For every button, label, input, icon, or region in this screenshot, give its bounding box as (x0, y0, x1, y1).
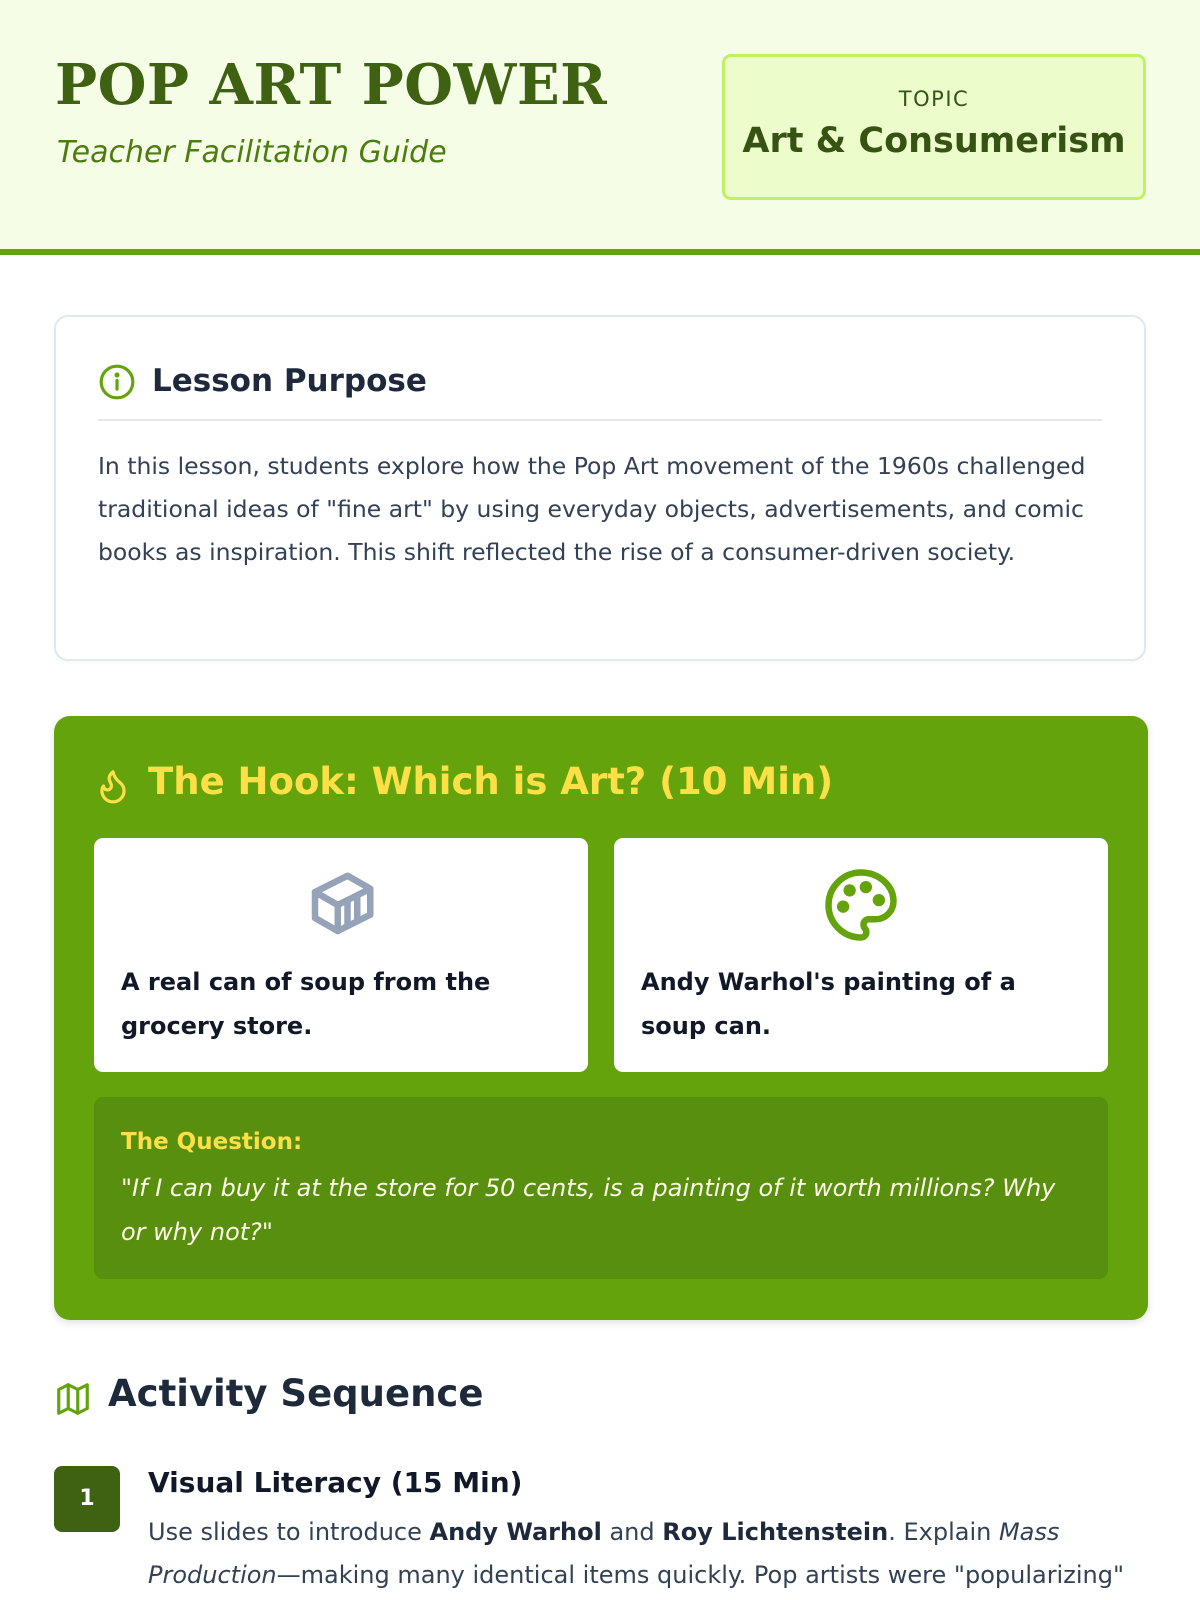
step-title: Visual Literacy (15 Min) (148, 1466, 523, 1499)
step-text-segment: Use slides to introduce (148, 1518, 430, 1546)
map-icon (54, 1380, 92, 1418)
step-artist-name: Andy Warhol (429, 1518, 602, 1546)
step-description (148, 1511, 1148, 1597)
topic-label: TOPIC (898, 87, 970, 111)
question-label: The Question: (121, 1129, 303, 1155)
hook-question-box (94, 1097, 1108, 1279)
question-text: "If I can buy it at the store for 50 cents, is a painting of it worth millions? Why or why not?" (121, 1174, 1056, 1246)
box-icon (302, 866, 380, 944)
step-text-segment: . Explain (888, 1518, 999, 1546)
page-header (0, 0, 1200, 255)
lesson-purpose-card (54, 315, 1146, 661)
hook-choice-text: Andy Warhol's painting of a soup can. (641, 968, 1016, 1040)
topic-value: Art & Consumerism (742, 121, 1126, 161)
hook-choice-text: A real can of soup from the grocery store. (121, 968, 491, 1040)
lesson-purpose-text: In this lesson, students explore how the Pop Art movement of the 1960s challenged traditional ideas of "fine art" by using everyday objects, advertisements, and comic books as inspiration. This shift reflected the rise of a consumer-driven society. (98, 452, 1086, 566)
lesson-purpose-header (98, 361, 1102, 421)
flame-icon (94, 766, 132, 806)
palette-icon (822, 866, 900, 944)
step-term: Mass Production (148, 1518, 1060, 1589)
topic-badge (722, 54, 1146, 200)
hook-section (54, 716, 1148, 1320)
step-artist-name: Roy Lichtenstein (662, 1518, 889, 1546)
hook-choice-card (614, 838, 1108, 1072)
page-subtitle: Teacher Facilitation Guide (57, 135, 447, 170)
activity-sequence-title: Activity Sequence (108, 1372, 484, 1415)
hook-choice-card (94, 838, 588, 1072)
hook-title: The Hook: Which is Art? (10 Min) (148, 760, 834, 803)
lesson-purpose-title: Lesson Purpose (152, 363, 427, 399)
step-number-badge: 1 (54, 1466, 120, 1532)
info-icon (98, 363, 136, 401)
page-title: POP ART POWER (55, 52, 608, 118)
step-text-segment: and (601, 1518, 663, 1546)
step-text-segment: —making many identical items quickly. Pop artists were "popularizing" (276, 1561, 1124, 1589)
